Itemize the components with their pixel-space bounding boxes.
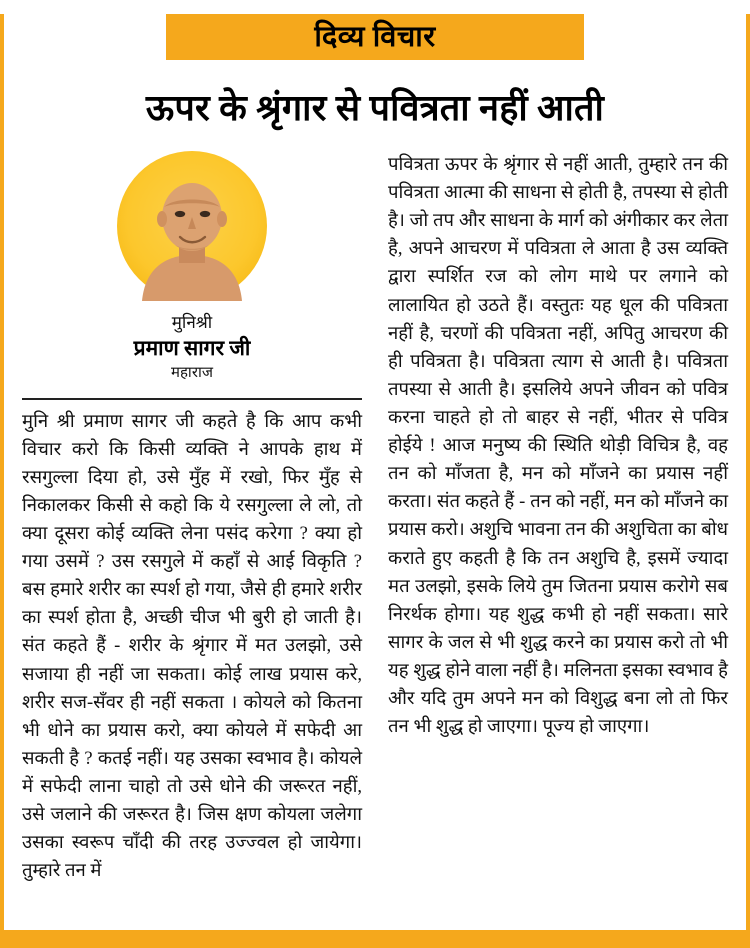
saint-suffix: महाराज	[171, 364, 213, 381]
newspaper-page	[0, 14, 750, 948]
saint-honorific: मुनिश्री	[171, 313, 213, 332]
saint-portrait	[117, 151, 267, 301]
right-border-rule	[746, 14, 750, 948]
page-title: ऊपर के श्रृंगार से पवित्रता नहीं आती	[145, 88, 605, 128]
saint-name: प्रमाण सागर जी	[133, 336, 251, 361]
masthead-title: दिव्य विचार	[314, 20, 436, 53]
masthead	[22, 14, 728, 60]
article-text-left: मुनि श्री प्रमाण सागर जी कहते है कि आप कभी विचार करो कि किसी व्यक्ति ने आपके हाथ में रसगुल्ला दिया हो, उसे मुँह में रखो, फिर मुँह से निकालकर किसी से कहो कि ये रसगुल्ला ले लो, तो क्या दूसरा कोई व्यक्ति लेना पसंद करेगा ? क्या हो गया उसमें ? उस रसगुले में कहाँ से आई विकृति ? बस हमारे शरीर का स्पर्श हो गया, जैसे ही हमारे शरीर का स्पर्श होता है, अच्छी चीज भी बुरी हो जाती है। संत कहते हैं - शरीर के श्रृंगार में मत उलझो, उसे सजाया ही नहीं जा सकता। कोई लाख प्रयास करे, शरीर सज-सँवर ही नहीं सकता । कोयले को कितना भी धोने का प्रयास करो, क्या कोयले में सफेदी आ सकती है ? कतई नहीं। यह उसका स्वभाव है। कोयले में सफेदी लाना चाहो तो उसे धोने की जरूरत नहीं, उसे जलाने की जरूरत है। जिस क्षण कोयला जलेगा उसका स्वरूप चाँदी की तरह उज्ज्वल हो जायेगा। तुम्हारे तन में	[22, 411, 362, 882]
divider	[22, 398, 362, 400]
article-body	[22, 149, 728, 885]
portrait-wrap	[117, 151, 267, 301]
left-border-rule	[0, 14, 4, 948]
right-column	[388, 149, 728, 885]
bottom-accent-band	[0, 930, 750, 948]
masthead-band	[166, 14, 584, 60]
article-text-right: पवित्रता ऊपर के श्रृंगार से नहीं आती, तुम्हारे तन की पवित्रता आत्मा की साधना से होती है, तपस्या से होती है। जो तप और साधना के मार्ग को अंगीकार कर लेता है, अपने आचरण में पवित्रता ले आता है उस व्यक्ति द्वारा स्पर्शित रज को लोग माथे पर लगाने को लालायित हो उठते हैं। वस्तुतः यह धूल की पवित्रता नहीं है, चरणों की पवित्रता नहीं, अपितु आचरण की ही पवित्रता है। पवित्रता त्याग से आती है। पवित्रता तपस्या से आती है। इसलिये अपने जीवन को पवित्र करना चाहते हो तो बाहर से नहीं, भीतर से पवित्र होईये ! आज मनुष्य की स्थिति थोड़ी विचित्र है, वह तन को माँजता है, मन को माँजने का प्रयास नहीं करता। संत कहते हैं - तन को नहीं, मन को माँजने का प्रयास करो। अशुचि भावना तन की अशुचिता का बोध कराते हुए कहती है कि तन अशुचि है, इसमें ज्यादा मत उलझो, इसके लिये तुम जितना प्रयास करोगे सब निरर्थक होगा। यह शुद्ध कभी हो नहीं सकता। सारे सागर के जल से भी शुद्ध करने का प्रयास करो तो भी यह शुद्ध होने वाला नहीं है। मलिनता इसका स्वभाव है और यदि तुम अपने मन को विशुद्ध बना लो तो फिर तन भी शुद्ध हो जाएगा। पूज्य हो जाएगा।	[388, 155, 728, 738]
left-column	[22, 149, 362, 885]
saint-profile	[22, 151, 362, 388]
